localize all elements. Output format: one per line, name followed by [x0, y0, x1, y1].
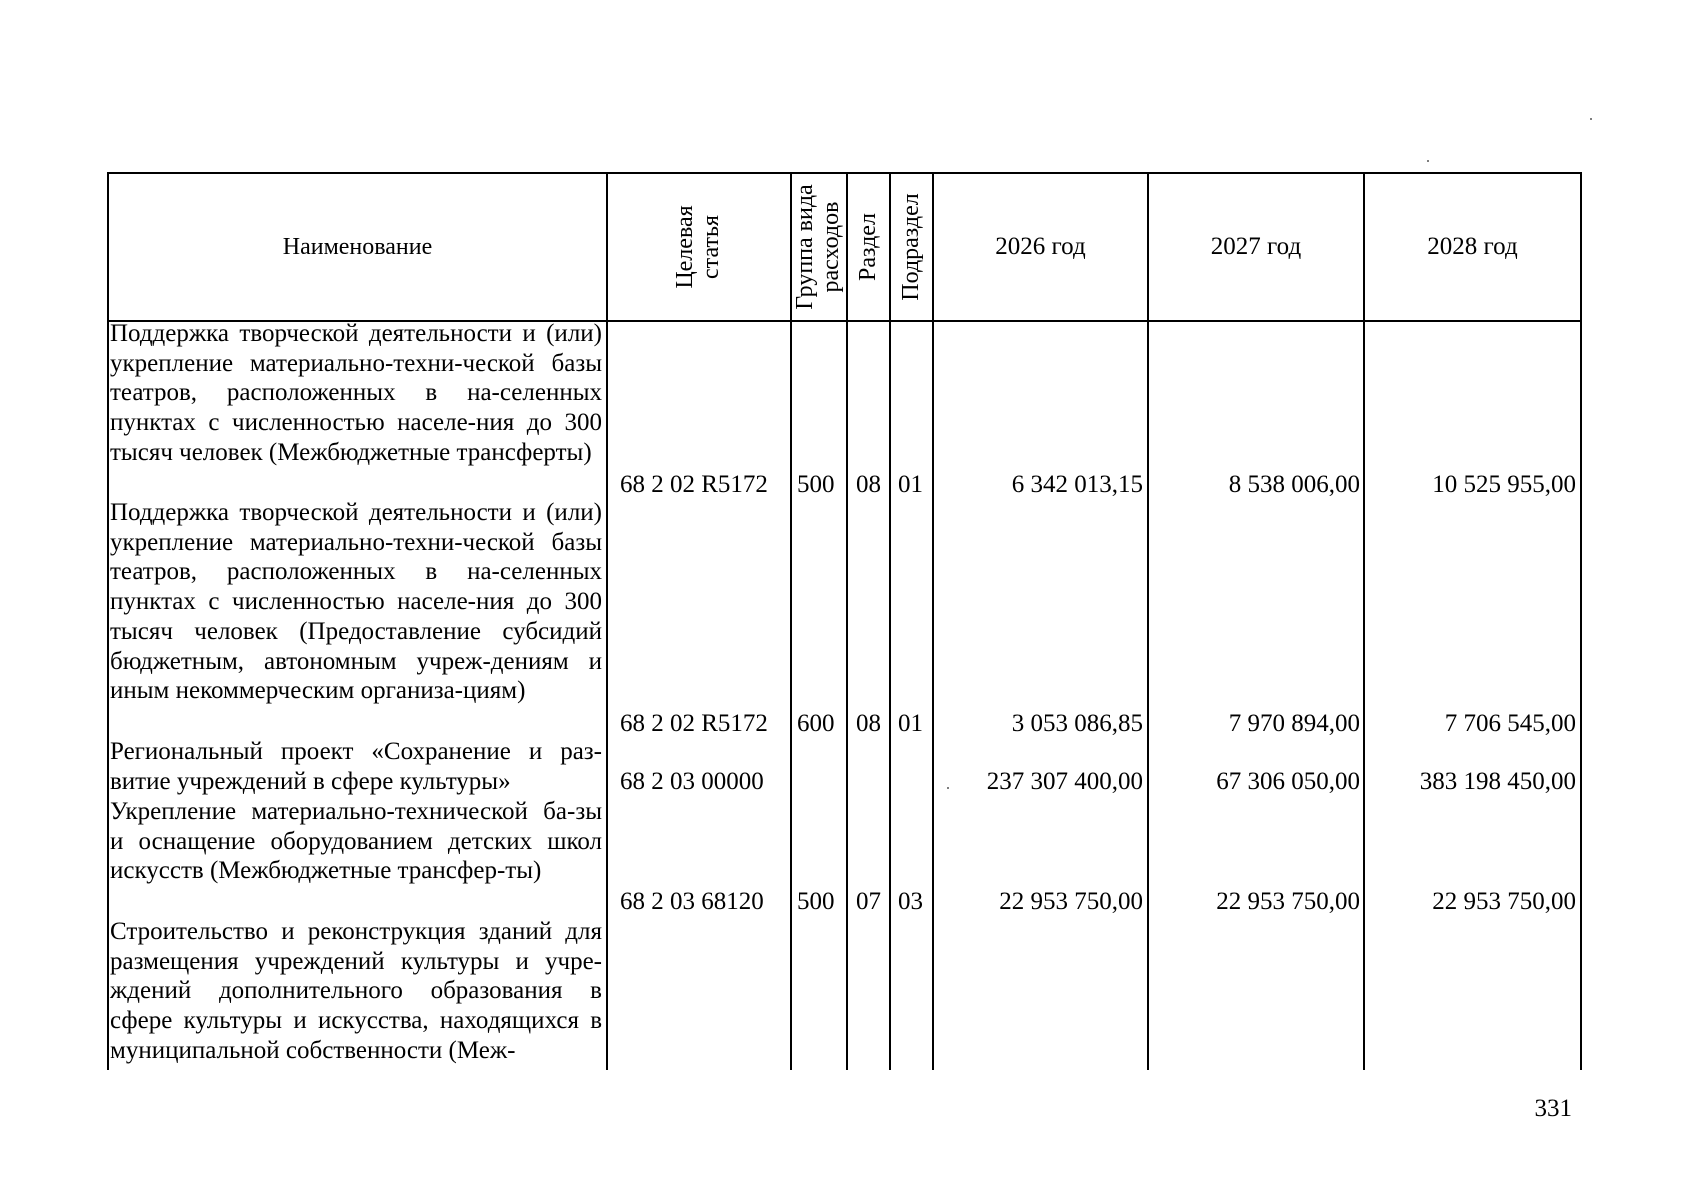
row-subsection: 03	[898, 888, 923, 915]
header-year-2026: 2026 год	[995, 233, 1086, 260]
header-section: Раздел	[855, 213, 881, 281]
row-expense-group: 600	[797, 710, 835, 737]
row-name: Поддержка творческой деятельности и (или) укрепление материально-техни-ческой базы театров, расположенных в на-селенных пунктах с численностью населе-ния до 300 тысяч человек (Межбюджетные трансферты)	[110, 320, 602, 466]
header-name: Наименование	[282, 233, 433, 260]
row-value-2027: 22 953 750,00	[1216, 888, 1360, 915]
row-section: 08	[856, 710, 881, 737]
row-value-2027: 8 538 006,00	[1228, 471, 1360, 498]
row-value-2026: 22 953 750,00	[999, 888, 1143, 915]
row-value-2028: 10 525 955,00	[1432, 471, 1576, 498]
row-name: Поддержка творческой деятельности и (или) укрепление материально-техни-ческой базы театров, расположенных в на-селенных пунктах с численностью населе-ния до 300 тысяч человек (Предоставление субсидий бюджетным, автономным учреж-дениям и иным некоммерческим организа-циям)	[110, 499, 602, 705]
scan-speck	[1590, 118, 1592, 120]
row-section: 08	[856, 471, 881, 498]
row-value-2026: 6 342 013,15	[1011, 471, 1143, 498]
row-value-2028: 7 706 545,00	[1444, 710, 1576, 737]
row-value-2028: 383 198 450,00	[1419, 768, 1576, 795]
row-subsection: 01	[898, 710, 923, 737]
scan-speck	[1427, 160, 1429, 162]
row-name: Укрепление материально-технической ба-зы и оснащение оборудованием детских школ искусств (Межбюджетные трансфер-ты)	[110, 798, 602, 885]
row-value-2027: 67 306 050,00	[1216, 768, 1360, 795]
page-number: 331	[1534, 1095, 1572, 1122]
row-value-2026: 3 053 086,85	[1011, 710, 1143, 737]
row-expense-group: 500	[797, 888, 835, 915]
scan-speck	[947, 787, 949, 789]
header-year-2028: 2028 год	[1427, 233, 1518, 260]
row-subsection: 01	[898, 471, 923, 498]
row-target-article: 68 2 03 00000	[620, 768, 764, 795]
row-section: 07	[856, 888, 881, 915]
header-target-article: Целевая статья	[672, 205, 724, 289]
row-expense-group: 500	[797, 471, 835, 498]
column-divider	[606, 172, 608, 1070]
row-value-2027: 7 970 894,00	[1228, 710, 1360, 737]
row-value-2028: 22 953 750,00	[1432, 888, 1576, 915]
header-expense-group: Группа вида расходов	[792, 184, 844, 310]
header-subsection: Подраздел	[898, 193, 924, 301]
table-right-border	[1580, 172, 1582, 1070]
column-divider	[889, 172, 891, 1070]
row-name: Региональный проект «Сохранение и раз-витие учреждений в сфере культуры»	[110, 738, 602, 795]
row-value-2026: 237 307 400,00	[986, 768, 1143, 795]
row-target-article: 68 2 02 R5172	[620, 710, 768, 737]
row-name: Строительство и реконструкция зданий для размещения учреждений культуры и учре-ждений дополнительного образования в сфере культуры и искусства, находящихся в муниципальной собственности (Меж-	[110, 918, 602, 1064]
column-divider	[846, 172, 848, 1070]
row-target-article: 68 2 03 68120	[620, 888, 764, 915]
row-target-article: 68 2 02 R5172	[620, 471, 768, 498]
header-year-2027: 2027 год	[1210, 233, 1302, 260]
